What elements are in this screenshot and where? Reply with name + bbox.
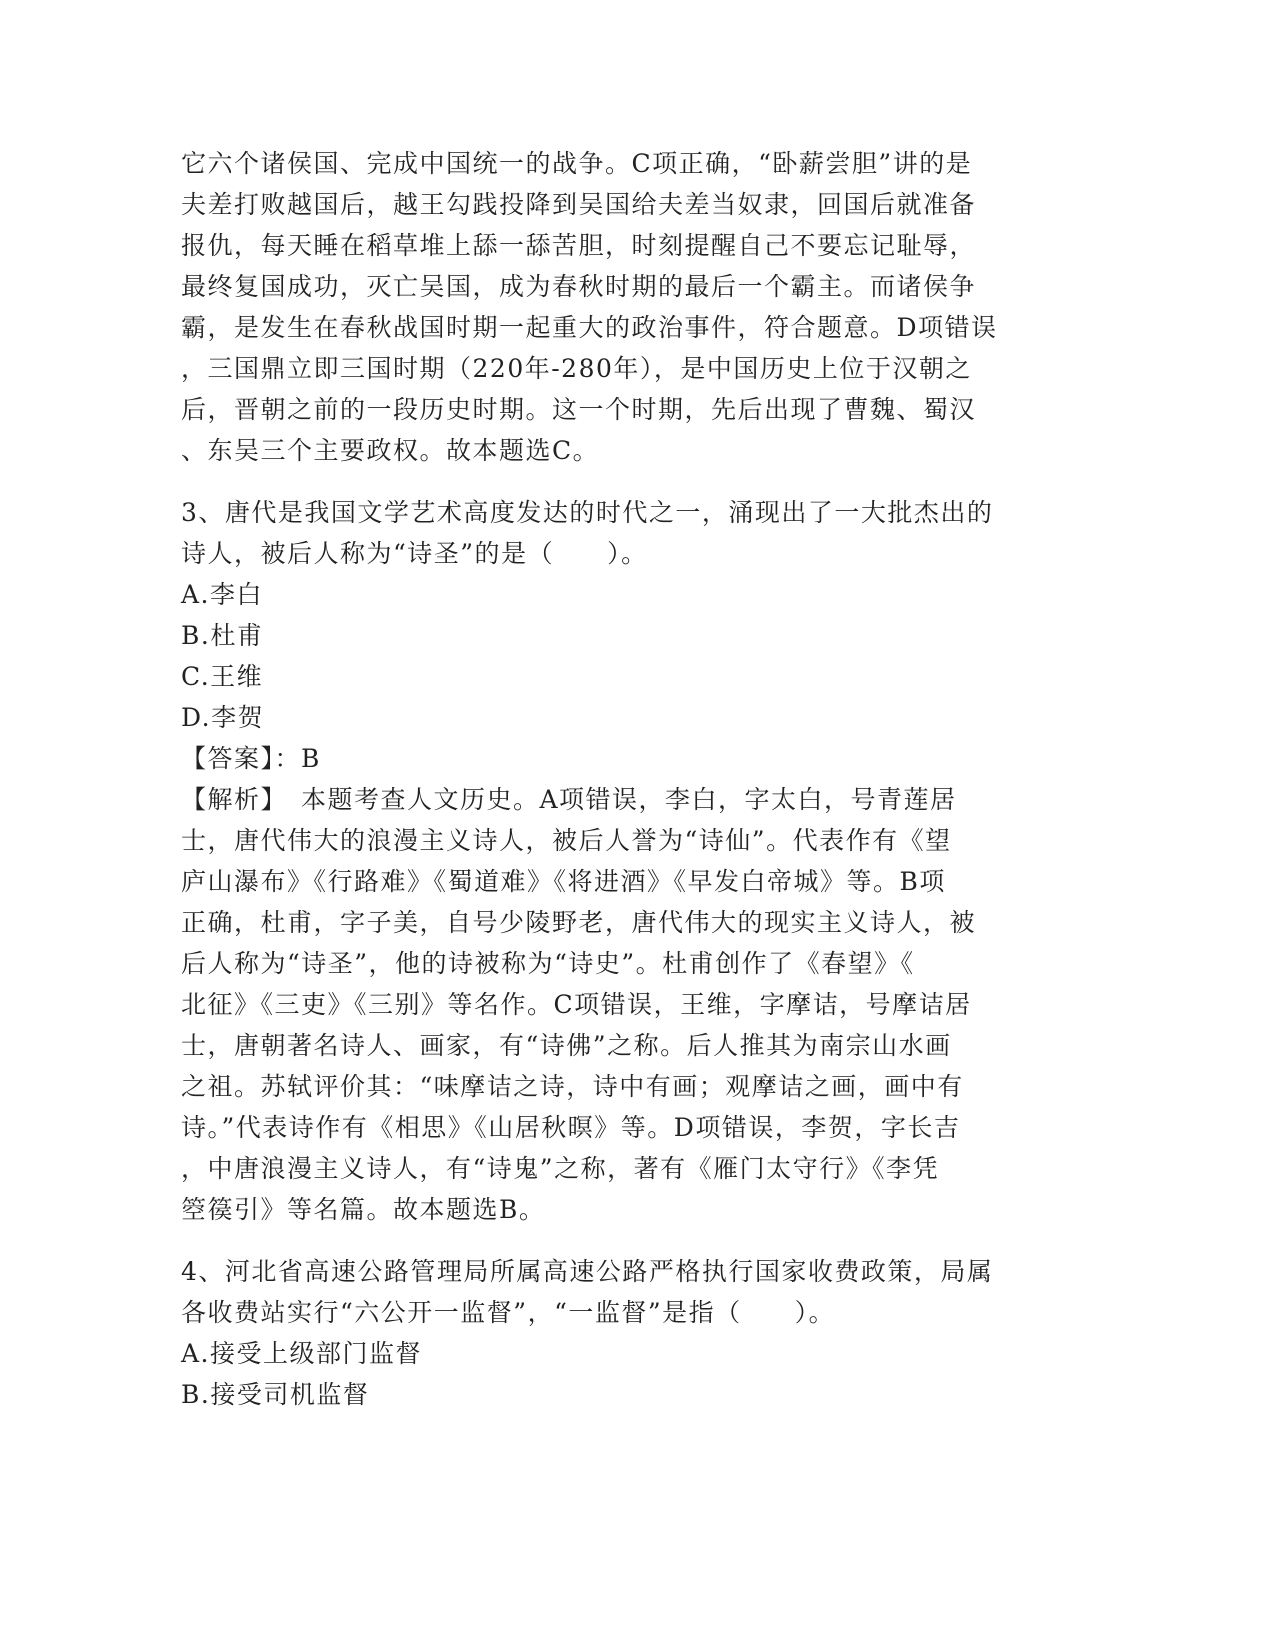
explanation-line: 夫差打败越国后，越王勾践投降到吴国给夫差当奴隶，回国后就准备 <box>181 190 977 219</box>
explanation-line: 它六个诸侯国、完成中国统一的战争。C项正确，“卧薪尝胆”讲的是 <box>181 149 973 178</box>
analysis-line: 之祖。苏轼评价其：“味摩诘之诗，诗中有画；观摩诘之画，画中有 <box>181 1072 964 1101</box>
analysis-line: 正确，杜甫，字子美，自号少陵野老，唐代伟大的现实主义诗人，被 <box>181 908 977 937</box>
option-d: D.李贺 <box>181 703 265 732</box>
analysis-line: 北征》《三吏》《三别》等名作。C项错误，王维，字摩诘，号摩诘居 <box>181 990 972 1019</box>
explanation-line: ，三国鼎立即三国时期（220年-280年），是中国历史上位于汉朝之 <box>181 354 972 383</box>
analysis-line: 箜篌引》等名篇。故本题选B。 <box>181 1195 546 1224</box>
option-b: B.接受司机监督 <box>181 1380 370 1409</box>
explanation-line: 报仇，每天睡在稻草堆上舔一舔苦胆，时刻提醒自己不要忘记耻辱， <box>181 231 977 260</box>
question-stem-line: 各收费站实行“六公开一监督”，“一监督”是指（ ）。 <box>181 1298 836 1327</box>
question-4 <box>181 1251 1041 1415</box>
question-3 <box>181 492 1041 1230</box>
analysis-line: 士，唐代伟大的浪漫主义诗人，被后人誉为“诗仙”。代表作有《望 <box>181 826 952 855</box>
question-stem-line: 3、唐代是我国文学艺术高度发达的时代之一，涌现出了一大批杰出的 <box>181 498 994 527</box>
explanation-line: 后，晋朝之前的一段历史时期。这一个时期，先后出现了曹魏、蜀汉 <box>181 395 977 424</box>
analysis-line: 【解析】 本题考查人文历史。A项错误，李白，字太白，号青莲居 <box>181 785 957 814</box>
explanation-line: 最终复国成功，灭亡吴国，成为春秋时期的最后一个霸主。而诸侯争 <box>181 272 977 301</box>
analysis-line: 庐山瀑布》《行路难》《蜀道难》《将进酒》《早发白帝城》等。B项 <box>181 867 946 896</box>
explanation-line: 霸，是发生在春秋战国时期一起重大的政治事件，符合题意。D项错误 <box>181 313 998 342</box>
analysis-line: 后人称为“诗圣”，他的诗被称为“诗史”。杜甫创作了《春望》《 <box>181 949 915 978</box>
explanation-line: 、东吴三个主要政权。故本题选C。 <box>181 436 600 465</box>
page-content <box>181 143 1041 1415</box>
option-b: B.杜甫 <box>181 621 264 650</box>
answer-line: 【答案】：B <box>181 744 321 773</box>
option-a: A.接受上级部门监督 <box>181 1339 423 1368</box>
previous-question-explanation <box>181 143 1041 471</box>
question-stem-line: 诗人，被后人称为“诗圣”的是（ ）。 <box>181 539 648 568</box>
analysis-line: 诗。”代表诗作有《相思》《山居秋暝》等。D项错误，李贺，字长吉 <box>181 1113 961 1142</box>
question-stem-line: 4、河北省高速公路管理局所属高速公路严格执行国家收费政策，局属 <box>181 1257 994 1286</box>
option-c: C.王维 <box>181 662 264 691</box>
spacer <box>181 471 1041 492</box>
spacer <box>181 1230 1041 1251</box>
option-a: A.李白 <box>181 580 264 609</box>
analysis-line: 士，唐朝著名诗人、画家，有“诗佛”之称。后人推其为南宗山水画 <box>181 1031 952 1060</box>
analysis-line: ，中唐浪漫主义诗人，有“诗鬼”之称，著有《雁门太守行》《李凭 <box>181 1154 940 1183</box>
